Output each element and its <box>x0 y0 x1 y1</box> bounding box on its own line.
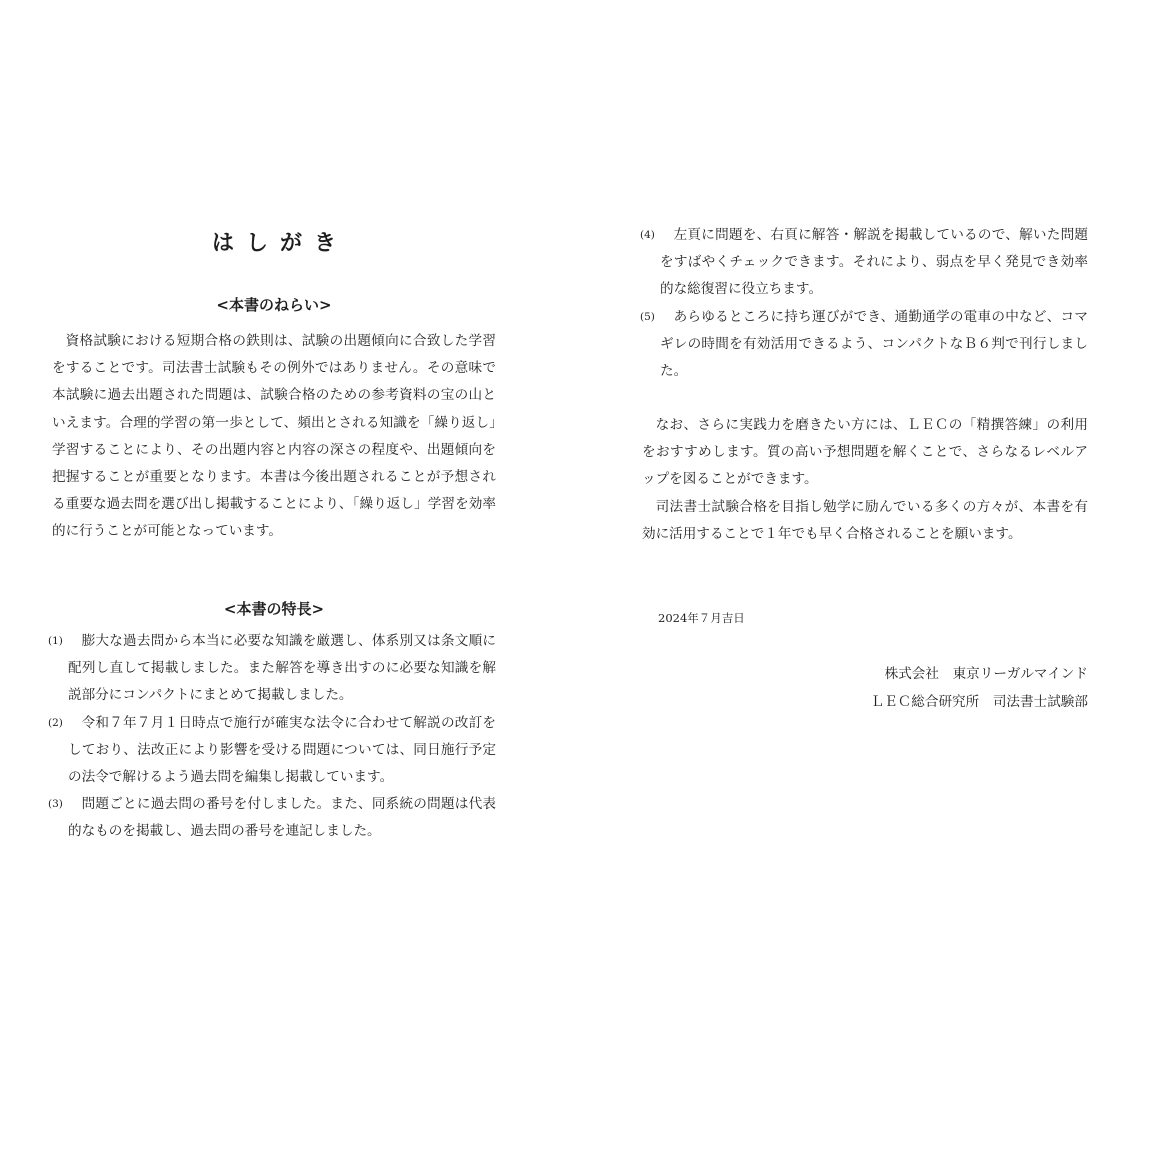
feature-text: 令和７年７月１日時点で施行が確実な法令に合わせて解説の改訂をしており、法改正により影響を受ける問題については、同日施行予定の法令で解けるよう過去問を編集し掲載しています。 <box>68 714 496 786</box>
feature-text: 問題ごとに過去問の番号を付しました。また、同系統の問題は代表的なものを掲載し、過去問の番号を連記しました。 <box>68 796 496 840</box>
feature-text: 膨大な過去問から本当に必要な知識を厳選し、体系別又は条文順に配列し直して掲載しました。また解答を導き出すのに必要な知識を解説部分にコンパクトにまとめて掲載しました。 <box>68 633 496 704</box>
feature-list-right <box>640 222 1088 385</box>
feature-item-1 <box>48 628 496 710</box>
feature-number: (4) <box>640 229 655 241</box>
page-title: はしがき <box>211 231 348 256</box>
section-heading-features: <本書の特長> <box>223 600 325 618</box>
feature-text: あらゆるところに持ち運びができ、通勤通学の電車の中など、コマギレの時間を有効活用できるよう、コンパクトなＢ６判で刊行しました。 <box>660 308 1088 380</box>
feature-number: (3) <box>48 798 63 811</box>
section-heading-aim: <本書のねらい> <box>216 296 332 314</box>
signature-block <box>642 660 1088 716</box>
signature-department: ＬＥＣ総合研究所 司法書士試験部 <box>870 694 1088 710</box>
closing-section <box>642 412 1088 548</box>
feature-number: (2) <box>48 716 63 729</box>
signature-company: 株式会社 東京リーガルマインド <box>884 666 1088 682</box>
closing-paragraph-2: 司法書士試験合格を目指し勉学に励んでいる多くの方々が、本書を有効に活用することで１年でも早く合格されることを願います。 <box>642 498 1088 542</box>
feature-number: (5) <box>640 310 655 323</box>
closing-paragraph-1: なお、さらに実践力を磨きたい方には、ＬＥＣの「精撰答練」の利用をおすすめします。質の高い予想問題を解くことで、さらなるレベルアップを図ることができます。 <box>642 417 1088 488</box>
date-line: 2024年７月吉日 <box>658 611 745 625</box>
feature-list-left <box>48 628 496 846</box>
feature-number: (1) <box>48 635 63 647</box>
feature-item-3 <box>48 791 496 845</box>
aim-paragraph: 資格試験における短期合格の鉄則は、試験の出題傾向に合致した学習をすることです。司法書士試験もその例外ではありません。その意味で本試験に過去出題された問題は、試験合格のための参考資料の宝の山といえます。合理的学習の第一歩として、頻出とされる知識を「繰り返し」学習することにより、その出題内容と内容の深さの程度や、出題傾向を把握することが重要となります。本書は今後出題されることが予想される重要な過去問を選び出し掲載することにより、「繰り返し」学習を効率的に行うことが可能となっています。 <box>52 333 496 540</box>
feature-item-2 <box>48 710 496 792</box>
feature-item-4 <box>640 222 1088 304</box>
feature-text: 左頁に問題を、右頁に解答・解説を掲載しているので、解いた問題をすばやくチェックできます。それにより、弱点を早く発見でき効率的な総復習に役立ちます。 <box>660 227 1088 298</box>
feature-item-5 <box>640 304 1088 386</box>
